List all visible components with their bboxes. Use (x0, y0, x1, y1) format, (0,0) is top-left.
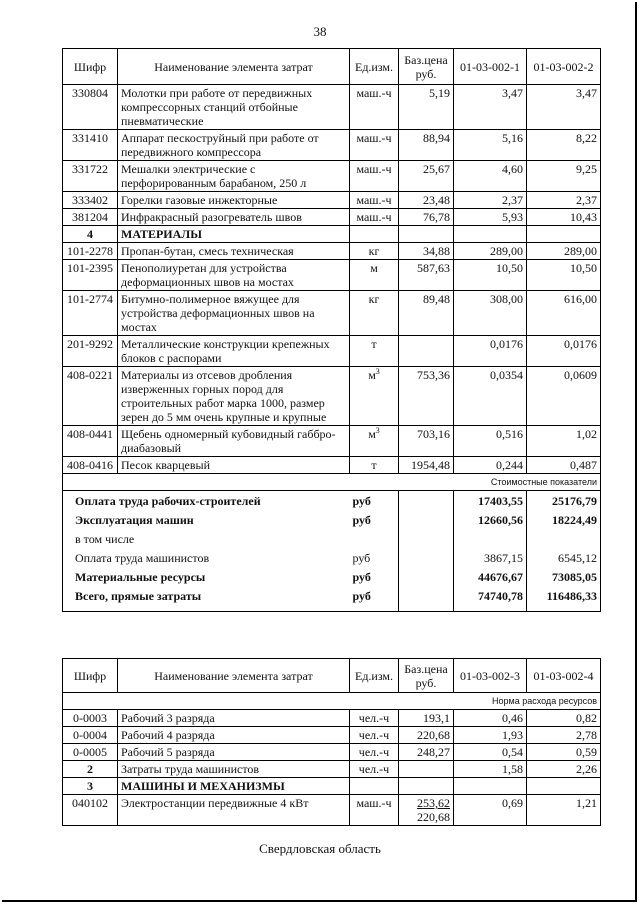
header-unit: Ед.изм. (350, 659, 399, 693)
row-value-1: 308,00 (454, 291, 527, 336)
row-code: 040102 (63, 795, 118, 826)
row-unit: маш.-ч (350, 192, 399, 209)
row-value-1: 2,37 (454, 192, 527, 209)
summary-unit: руб (350, 510, 399, 529)
row-value-2: 9,25 (527, 161, 601, 192)
row-code: 0-0003 (63, 710, 118, 727)
row-name: Пропан-бутан, смесь техническая (118, 243, 350, 260)
row-price: 23,48 (399, 192, 454, 209)
header-price: Баз.цена руб. (399, 659, 454, 693)
empty-cell (399, 510, 454, 529)
empty-cell (350, 226, 399, 243)
row-name: Горелки газовые инжекторные (118, 192, 350, 209)
empty-cell (350, 778, 399, 795)
row-name: Щебень одномерный кубовидный габбро-диабазовый (118, 426, 350, 457)
table-row (63, 260, 601, 291)
empty-cell (399, 586, 454, 612)
summary-value-1: 17403,55 (454, 491, 527, 511)
footer-region: Свердловская область (259, 841, 381, 856)
row-name: Пенополиуретан для устройства деформационных швов на мостах (118, 260, 350, 291)
row-unit: чел.-ч (350, 727, 399, 744)
table-row (63, 192, 601, 209)
row-price: 587,63 (399, 260, 454, 291)
summary-unit: руб (350, 548, 399, 567)
summary-unit: руб (350, 586, 399, 612)
page-number: 38 (313, 24, 327, 39)
row-value-1: 0,69 (454, 795, 527, 826)
table-header-row (63, 49, 601, 85)
summary-value-1: 74740,78 (454, 586, 527, 612)
row-value-2: 1,21 (527, 795, 601, 826)
row-price: 34,88 (399, 243, 454, 260)
resource-table-1 (62, 48, 601, 612)
row-price: 220,68 (399, 727, 454, 744)
row-value-2: 8,22 (527, 130, 601, 161)
row-price: 5,19 (399, 85, 454, 130)
row-value-1: 0,0354 (454, 367, 527, 426)
table-row (63, 291, 601, 336)
row-code: 0-0004 (63, 727, 118, 744)
summary-label: Всего, прямые затраты (63, 586, 350, 612)
row-unit: м (350, 260, 399, 291)
section-title: МАТЕРИАЛЫ (118, 226, 350, 243)
summary-label: в том числе (63, 529, 350, 548)
row-code: 331410 (63, 130, 118, 161)
empty-cell (399, 778, 454, 795)
summary-label: Эксплуатация машин (63, 510, 350, 529)
table-row (63, 243, 601, 260)
row-unit: т (350, 457, 399, 474)
row-code: 101-2774 (63, 291, 118, 336)
row-value-1: 3,47 (454, 85, 527, 130)
row-price: 1954,48 (399, 457, 454, 474)
row-value-2: 0,0609 (527, 367, 601, 426)
resource-table-2 (62, 658, 601, 826)
row-unit: маш.-ч (350, 161, 399, 192)
row-code: 381204 (63, 209, 118, 226)
row-unit: кг (350, 291, 399, 336)
row-name: Материалы из отсевов дробления изверженных горных пород для строительных работ марка 1000, размер зерен до 5 мм очень крупные и крупные (118, 367, 350, 426)
row-price (399, 795, 454, 826)
summary-value-1: 3867,15 (454, 548, 527, 567)
table-row (63, 85, 601, 130)
row-value-2: 1,02 (527, 426, 601, 457)
empty-cell (399, 548, 454, 567)
row-price: 25,67 (399, 161, 454, 192)
header-name: Наименование элемента затрат (118, 49, 350, 85)
header-code: Шифр (63, 659, 118, 693)
row-price: 193,1 (399, 710, 454, 727)
row-unit: чел.-ч (350, 744, 399, 761)
empty-cell (399, 491, 454, 511)
summary-label: Оплата труда машинистов (63, 548, 350, 567)
row-name: Электростанции передвижные 4 кВт (118, 795, 350, 826)
row-value-1: 5,16 (454, 130, 527, 161)
summary-unit: руб (350, 491, 399, 511)
row-price: 703,16 (399, 426, 454, 457)
summary-row (63, 529, 601, 548)
row-value-1: 0,516 (454, 426, 527, 457)
row-code: 101-2395 (63, 260, 118, 291)
norm-caption: Норма расхода ресурсов (63, 693, 601, 710)
header-col2: 01-03-002-4 (527, 659, 601, 693)
empty-cell (527, 778, 601, 795)
section-code: 4 (63, 226, 118, 243)
row-price: 248,27 (399, 744, 454, 761)
row-name: Металлические конструкции крепежных блоков с распорами (118, 336, 350, 367)
row-code: 408-0441 (63, 426, 118, 457)
row-value-1: 289,00 (454, 243, 527, 260)
row-name: Песок кварцевый (118, 457, 350, 474)
row-unit: чел.-ч (350, 761, 399, 778)
row-value-2: 616,00 (527, 291, 601, 336)
row-code: 408-0221 (63, 367, 118, 426)
row-name: Рабочий 3 разряда (118, 710, 350, 727)
row-value-2: 2,26 (527, 761, 601, 778)
row-name: Аппарат пескоструйный при работе от передвижного компрессора (118, 130, 350, 161)
summary-row (63, 548, 601, 567)
section-title: МАШИНЫ И МЕХАНИЗМЫ (118, 778, 350, 795)
row-unit: $м^3$ (350, 367, 399, 426)
summary-value-2: 116486,33 (527, 586, 601, 612)
table-row (63, 795, 601, 826)
summary-value-2: 25176,79 (527, 491, 601, 511)
empty-cell (454, 778, 527, 795)
section-code: 3 (63, 778, 118, 795)
row-price (399, 761, 454, 778)
table-row (63, 161, 601, 192)
row-value-2: 0,487 (527, 457, 601, 474)
summary-row (63, 567, 601, 586)
row-code: 2 (63, 761, 118, 778)
row-code: 101-2278 (63, 243, 118, 260)
row-value-2: 2,37 (527, 192, 601, 209)
summary-row (63, 491, 601, 511)
row-value-1: 1,93 (454, 727, 527, 744)
row-price: 89,48 (399, 291, 454, 336)
table-row (63, 761, 601, 778)
row-code: 331722 (63, 161, 118, 192)
table-row (63, 426, 601, 457)
table-row (63, 130, 601, 161)
header-unit: Ед.изм. (350, 49, 399, 85)
row-value-1: 10,50 (454, 260, 527, 291)
header-col1: 01-03-002-1 (454, 49, 527, 85)
empty-cell (454, 226, 527, 243)
caption-row (63, 474, 601, 491)
row-value-1: 1,58 (454, 761, 527, 778)
section-row (63, 778, 601, 795)
summary-unit: руб (350, 567, 399, 586)
table-row (63, 457, 601, 474)
row-name: Молотки при работе от передвижных компрессорных станций отбойные пневматические (118, 85, 350, 130)
row-code: 330804 (63, 85, 118, 130)
table-row (63, 367, 601, 426)
empty-cell (399, 529, 454, 548)
section-row (63, 226, 601, 243)
row-unit: маш.-ч (350, 209, 399, 226)
summary-value-2 (527, 529, 601, 548)
row-name: Затраты труда машинистов (118, 761, 350, 778)
summary-value-2: 6545,12 (527, 548, 601, 567)
summary-row (63, 586, 601, 612)
table-row (63, 336, 601, 367)
row-unit: маш.-ч (350, 85, 399, 130)
row-value-1: 0,244 (454, 457, 527, 474)
row-value-2: 289,00 (527, 243, 601, 260)
table-row (63, 209, 601, 226)
cost-caption: Стоимостные показатели (63, 474, 601, 491)
row-value-1: 4,60 (454, 161, 527, 192)
summary-unit (350, 529, 399, 548)
row-unit: маш.-ч (350, 795, 399, 826)
row-value-2: 0,82 (527, 710, 601, 727)
header-col2: 01-03-002-2 (527, 49, 601, 85)
row-value-2: 10,43 (527, 209, 601, 226)
summary-value-2: 73085,05 (527, 567, 601, 586)
row-value-1: 0,0176 (454, 336, 527, 367)
empty-cell (527, 226, 601, 243)
header-code: Шифр (63, 49, 118, 85)
row-name: Мешалки электрические с перфорированным барабаном, 250 л (118, 161, 350, 192)
summary-value-1: 12660,56 (454, 510, 527, 529)
row-value-1: 0,54 (454, 744, 527, 761)
summary-value-2: 18224,49 (527, 510, 601, 529)
row-price (399, 336, 454, 367)
table-row (63, 727, 601, 744)
row-price: 753,36 (399, 367, 454, 426)
header-price: Баз.цена руб. (399, 49, 454, 85)
row-code: 408-0416 (63, 457, 118, 474)
row-value-1: 5,93 (454, 209, 527, 226)
summary-label: Материальные ресурсы (63, 567, 350, 586)
summary-value-1 (454, 529, 527, 548)
table-row (63, 744, 601, 761)
row-value-2: 3,47 (527, 85, 601, 130)
header-col1: 01-03-002-3 (454, 659, 527, 693)
table-header-row (63, 659, 601, 693)
price-previous: 220,68 (417, 810, 450, 824)
row-unit: чел.-ч (350, 710, 399, 727)
row-unit: кг (350, 243, 399, 260)
empty-cell (399, 226, 454, 243)
row-price: 76,78 (399, 209, 454, 226)
row-unit: $м^3$ (350, 426, 399, 457)
row-name: Битумно-полимерное вяжущее для устройства деформационных швов на мостах (118, 291, 350, 336)
summary-label: Оплата труда рабочих-строителей (63, 491, 350, 511)
row-value-2: 10,50 (527, 260, 601, 291)
empty-cell (399, 567, 454, 586)
summary-value-1: 44676,67 (454, 567, 527, 586)
row-code: 201-9292 (63, 336, 118, 367)
row-name: Инфракрасный разогреватель швов (118, 209, 350, 226)
row-name: Рабочий 4 разряда (118, 727, 350, 744)
caption-row (63, 693, 601, 710)
row-price: 88,94 (399, 130, 454, 161)
row-value-2: 0,0176 (527, 336, 601, 367)
row-code: 0-0005 (63, 744, 118, 761)
row-code: 333402 (63, 192, 118, 209)
row-value-2: 2,78 (527, 727, 601, 744)
row-unit: маш.-ч (350, 130, 399, 161)
summary-row (63, 510, 601, 529)
table-row (63, 710, 601, 727)
header-name: Наименование элемента затрат (118, 659, 350, 693)
row-value-2: 0,59 (527, 744, 601, 761)
row-name: Рабочий 5 разряда (118, 744, 350, 761)
row-value-1: 0,46 (454, 710, 527, 727)
price-current: 253,62 (417, 796, 450, 810)
row-unit: т (350, 336, 399, 367)
